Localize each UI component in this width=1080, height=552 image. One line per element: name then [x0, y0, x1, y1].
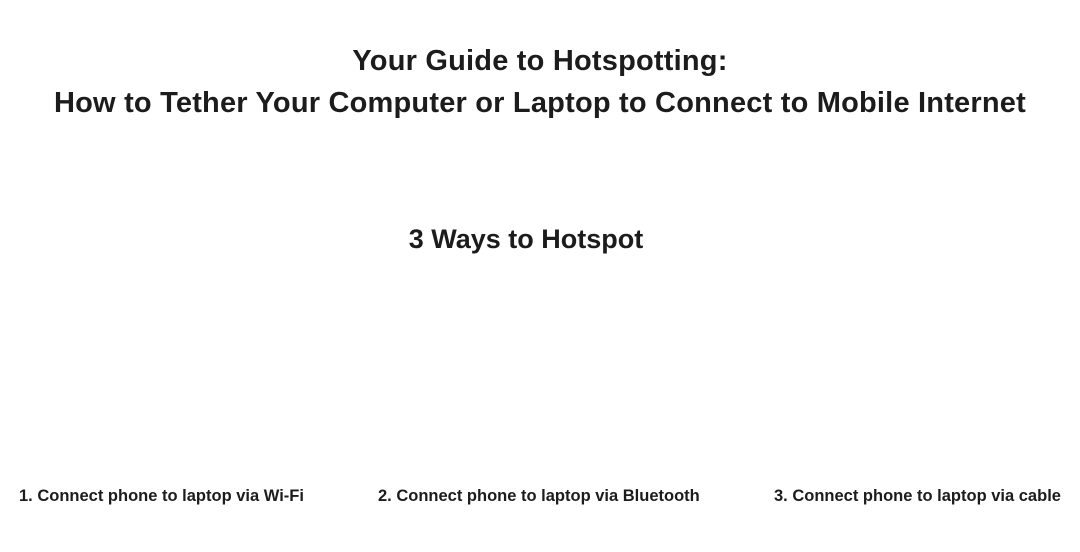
- caption-item-wifi: 1. Connect phone to laptop via Wi-Fi: [19, 487, 304, 505]
- title-line-1: Your Guide to Hotspotting:: [352, 45, 728, 77]
- page-title: [0, 44, 1080, 120]
- caption-item-bluetooth: 2. Connect phone to laptop via Bluetooth: [378, 487, 700, 505]
- caption-row: [0, 487, 1080, 517]
- section-heading: [0, 224, 1080, 255]
- title-line-2: How to Tether Your Computer or Laptop to Connect to Mobile Internet: [54, 87, 1026, 120]
- caption-item-cable: 3. Connect phone to laptop via cable: [774, 487, 1061, 505]
- section-heading-text: 3 Ways to Hotspot: [408, 224, 644, 254]
